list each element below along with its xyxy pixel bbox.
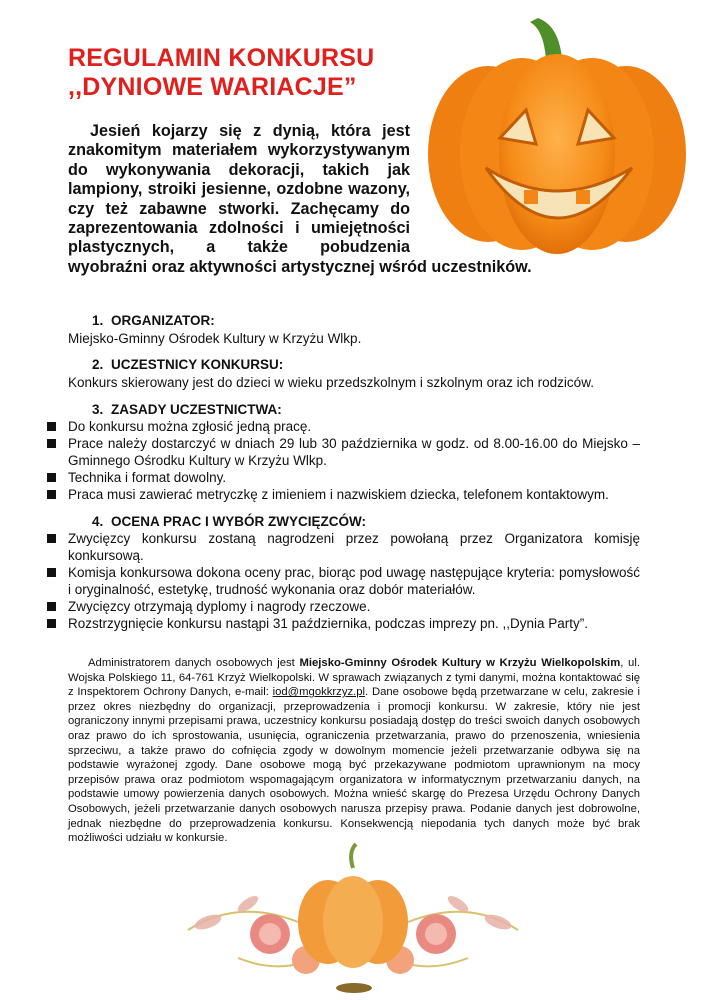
square-bullet-icon bbox=[47, 534, 56, 543]
section-label: ORGANIZATOR: bbox=[111, 313, 215, 328]
list-item: Prace należy dostarczyć w dniach 29 lub 30 października w godz. od 8.00-16.00 do Miejsko – Gminnego Ośrodku Kultury w Krzyżu Wlkp. bbox=[68, 435, 640, 469]
square-bullet-icon bbox=[47, 439, 56, 448]
title-line-1: REGULAMIN KONKURSU bbox=[68, 44, 375, 72]
section-label: UCZESTNICY KONKURSU: bbox=[111, 357, 284, 372]
section-number: 3. bbox=[92, 402, 104, 417]
list-item: Do konkursu można zgłosić jedną pracę. bbox=[68, 418, 640, 435]
list-item: Technika i format dowolny. bbox=[68, 469, 640, 486]
rules-list bbox=[68, 418, 640, 503]
section-number: 4. bbox=[92, 514, 104, 529]
square-bullet-icon bbox=[47, 473, 56, 482]
list-item: Zwycięzcy otrzymają dyplomy i nagrody rzeczowe. bbox=[68, 598, 640, 615]
list-item: Komisja konkursowa dokona oceny prac, biorąc pod uwagę następujące kryteria: pomysłowość i oryginalność, estetykę, trudność wykonania oraz dobór materiałów. bbox=[68, 564, 640, 598]
section-organizer-text: Miejsko-Gminny Ośrodek Kultury w Krzyżu Wlkp. bbox=[68, 331, 362, 346]
square-bullet-icon bbox=[47, 422, 56, 431]
intro-text: Jesień kojarzy się z dynią, która jest znakomitym materiałem wykorzystywanym do wykonywania dekoracji, takich jak lampiony, stroiki jesienne, ozdobne wazony, czy też zabawne stworki. Zachęcamy do zaprezentowania zdolności i umiejętności plastycznych, a także pobudzenia wyobraźni oraz aktywności artystycznej wśród uczestników. bbox=[68, 122, 532, 276]
section-number: 2. bbox=[92, 357, 104, 372]
section-number: 1. bbox=[92, 313, 104, 328]
floral-pumpkin-wreath-illustration bbox=[178, 838, 528, 998]
administrator-name: Miejsko-Gminny Ośrodek Kultury w Krzyżu Wielkopolskim bbox=[299, 657, 621, 669]
intro-paragraph bbox=[68, 122, 640, 277]
square-bullet-icon bbox=[47, 490, 56, 499]
section-label: OCENA PRAC I WYBÓR ZWYCIĘZCÓW: bbox=[111, 514, 366, 529]
list-item: Praca musi zawierać metryczkę z imieniem i nazwiskiem dziecka, telefonem kontaktowym. bbox=[68, 486, 640, 503]
judging-list bbox=[68, 530, 640, 632]
square-bullet-icon bbox=[47, 568, 56, 577]
email-link[interactable]: iod@mgokkrzyz.pl bbox=[272, 686, 366, 699]
title-line-2: ,,DYNIOWE WARIACJE” bbox=[68, 73, 357, 101]
list-item: Zwycięzcy konkursu zostaną nagrodzeni przez powołaną przez Organizatora komisję konkursową. bbox=[68, 530, 640, 564]
section-participants-text: Konkurs skierowany jest do dzieci w wieku przedszkolnym i szkolnym oraz ich rodziców. bbox=[68, 375, 594, 390]
square-bullet-icon bbox=[47, 602, 56, 611]
document-title bbox=[68, 44, 374, 102]
square-bullet-icon bbox=[47, 619, 56, 628]
gdpr-notice: Administratorem danych osobowych jest Miejsko-Gminny Ośrodek Kultury w Krzyżu Wielkopolskim, ul. Wojska Polskiego 11, 64-761 Krzyż Wielkopolski. W sprawach związanych z tymi danymi, można kontaktować się z Inspektorem Ochrony Danych, e-mail: iod@mgokkrzyz.pl. Dane osobowe będą przetwarzane w celu, zakresie i przez okres niezbędny do organizacji, przeprowadzenia i promocji konkursu. W zakresie, który nie jest ograniczony innymi przepisami prawa, uczestnicy konkursu posiadają dostęp do treści swoich danych osobowych oraz prawo do ich sprostowania, usunięcia, ograniczenia przetwarzania, prawo do przenoszenia, wniesienia sprzeciwu, a także prawo do cofnięcia zgody w dowolnym momencie jeżeli przetwarzanie odbywa się na podstawie wyrażonej zgody. Dane osobowe mogą być przekazywane podmiotom uprawnionym na mocy przepisów prawa oraz podmiotom wspomagającym organizatora w informatycznym przetwarzaniu danych, na podstawie umowy powierzenia danych osobowych. Można wnieść skargę do Prezesa Urzędu Ochrony Danych Osobowych, jeżeli przetwarzanie danych osobowych narusza przepisy prawa. Podanie danych jest dobrowolne, jednak niezbędne do przeprowadzenia konkursu. Konsekwencją niepodania tych danych może być brak możliwości udziału w konkursie. bbox=[68, 657, 640, 845]
section-label: ZASADY UCZESTNICTWA: bbox=[111, 402, 282, 417]
list-item: Rozstrzygnięcie konkursu nastąpi 31 października, podczas imprezy pn. ,,Dynia Party”. bbox=[68, 615, 640, 632]
